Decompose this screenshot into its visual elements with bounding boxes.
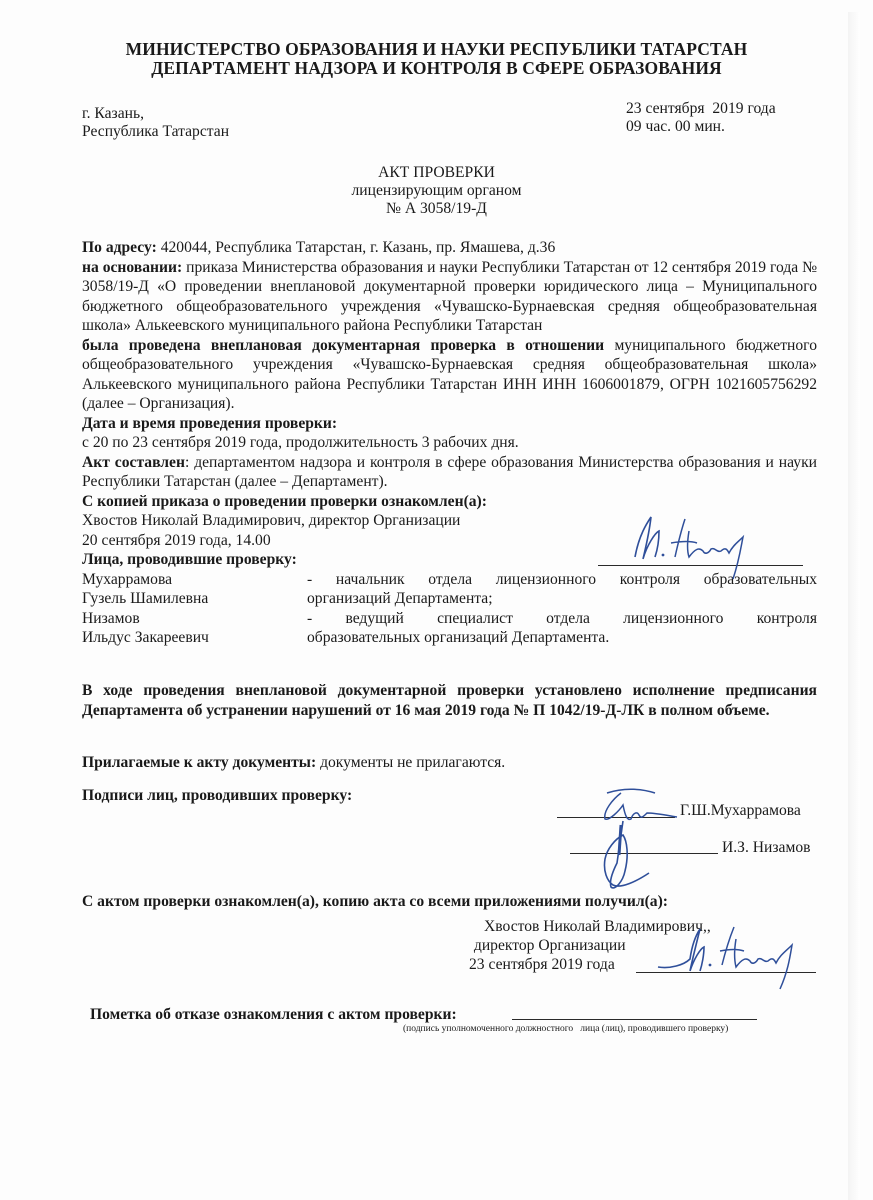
attachments-line [82,753,505,773]
refusal-signature-line [512,1019,757,1020]
act-title: АКТ ПРОВЕРКИ [378,164,495,181]
compiled-value: : департаментом надзора и контроля в сфере образования Министерства образования и науки Республики Татарстан (далее – Департамент). [82,453,817,490]
act-time: 09 час. 00 мин. [626,118,725,135]
inspector-surname: Мухаррамова [82,570,173,588]
dates-label: Дата и время проведения проверки: [82,414,338,432]
signature-icon [585,785,695,895]
address-value: 420044, Республика Татарстан, г. Казань, пр. Ямашева, д.36 [156,239,556,256]
attachments-label: Прилагаемые к акту документы: [82,754,317,771]
address-line [82,238,817,258]
inspector-role-cont: организаций Департамента; [307,590,493,607]
inspector-given-name: Гузель Шамилевна [82,590,209,607]
compiled-paragraph [82,453,817,492]
signer-2-name: И.З. Низамов [722,839,811,856]
signature-icon [625,505,775,585]
body [82,238,817,648]
inspector-surname: Низамов [82,609,140,627]
acknowledged-name: Хвостов Николай Владимирович,, [484,918,711,935]
act-date: 23 сентября 2019 года [626,100,776,117]
basis-label: на основании: [82,258,183,276]
order-copy-person: Хвостов Николай Владимирович, директор Организации [82,512,461,529]
compiled-label: Акт составлен [82,453,185,471]
inspector-entry [82,609,817,648]
dates-value: с 20 по 23 сентября 2019 года, продолжительность 3 рабочих дня. [82,434,519,451]
act-subtitle: лицензирующим органом [351,182,522,199]
signer-1-name: Г.Ш.Мухаррамова [680,802,801,819]
department-heading: ДЕПАРТАМЕНТ НАДЗОРА И КОНТРОЛЯ В СФЕРЕ ОБРАЗОВАНИЯ [151,58,722,78]
inspector-role-cont: образовательных организаций Департамента. [307,629,610,646]
inspector-given-name: Ильдус Закареевич [82,629,209,646]
basis-paragraph [82,258,817,336]
city: г. Казань, [82,105,144,122]
acknowledged-position: директор Организации [470,937,626,954]
inspection-value: муниципального бюджетного общеобразовательного учреждения «Чувашско-Бурнаевская средняя общеобразовательная школа» Алькеевского муниципального района Республики Татарстан ИНН ИНН 1606001879, ОГРН 1021605756292 (далее – Организация). [82,336,817,412]
conclusion-paragraph: В ходе проведения внеплановой документарной проверки установлено исполнение предписания Департамента об устранении нарушений от 16 мая 2019 года № П 1042/19-Д-ЛК в полном объеме. [82,682,817,719]
inspection-label: была проведена внеплановая документарная проверка в отношении [82,336,605,354]
inspector-role: - ведущий специалист отдела лицензионного контроля [307,609,817,627]
acknowledged-date: 23 сентября 2019 года [469,956,615,973]
refusal-label: Пометка об отказе ознакомления с актом проверки: [90,1006,457,1023]
address-label: По адресу: [82,239,157,256]
inspection-paragraph [82,336,817,414]
inspector-role: - начальник отдела лицензионного контроля образовательных [307,570,817,588]
region: Республика Татарстан [82,123,230,140]
refusal-caption: (подпись уполномоченного должностного лица (лиц), проводившего проверку) [403,1024,729,1034]
ministry-heading: МИНИСТЕРСТВО ОБРАЗОВАНИЯ И НАУКИ РЕСПУБЛИКИ ТАТАРСТАН [125,39,748,59]
order-copy-label: С копией приказа о проведении проверки ознакомлен(а): [82,492,487,510]
attachments-value: документы не прилагаются. [316,754,506,771]
acknowledged-label: С актом проверки ознакомлен(а), копию акта со всеми приложениями получил(а): [82,893,668,910]
act-number: № А 3058/19-Д [386,200,487,217]
signature-icon [650,915,820,995]
signatures-label: Подписи лиц, проводивших проверку: [82,787,353,804]
basis-value: приказа Министерства образования и науки Республики Татарстан от 12 сентября 2019 года № 3058/19-Д «О проведении внеплановой документарной проверки юридического лица – Муниципального бюджетного общеобразовательного учреждения «Чувашско-Бурнаевская средняя общеобразовательная школа» Алькеевского муниципального района Республики Татарстан [82,258,818,334]
inspectors-label: Лица, проводившие проверку: [82,551,297,568]
order-copy-datetime: 20 сентября 2019 года, 14.00 [82,531,271,549]
